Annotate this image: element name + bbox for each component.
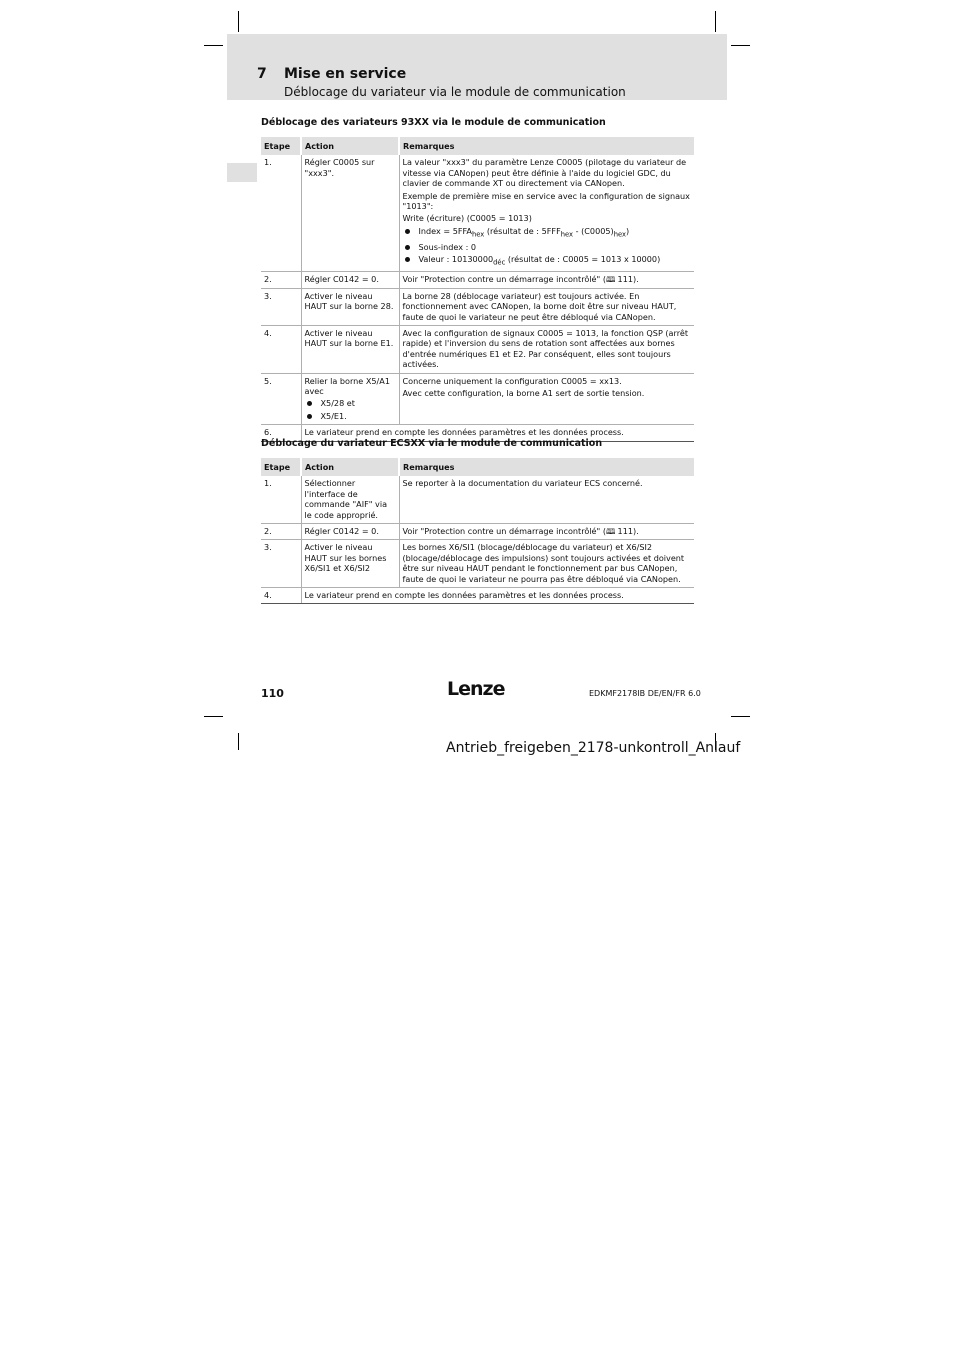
remarks-cell: Les bornes X6/SI1 (blocage/déblocage du variateur) et X6/SI2 (blocage/déblocage des impulsions) sont toujours activées et doivent être sur niveau HAUT pendant le fonctionnement par bus CANopen, faute de quoi le variateur ne pourra pas être débloqué via CANopen. — [399, 540, 694, 588]
section-title-ecsxx: Déblocage du variateur ECSXX via le module de communication — [261, 438, 603, 449]
remark-text: La valeur "xxx3" du paramètre Lenze C0005 (pilotage du variateur de vitesse via CANopen) peut être définie à l'aide du logiciel GDC, du clavier de commande XT ou directement via CANopen. — [402, 157, 687, 189]
crop-mark — [238, 11, 239, 32]
remarks-cell: Voir "Protection contre un démarrage incontrôlé" (🕮 111). — [399, 272, 694, 288]
table-row — [261, 272, 694, 288]
step-cell: 4. — [261, 588, 301, 604]
step-cell: 6. — [261, 425, 301, 441]
action-cell: Régler C0142 = 0. — [301, 524, 399, 540]
step-cell: 2. — [261, 272, 301, 288]
merged-cell: Le variateur prend en compte les données paramètres et les données process. — [301, 425, 694, 441]
remarks-cell: Voir "Protection contre un démarrage incontrôlé" (🕮 111). — [399, 524, 694, 540]
bullet-icon — [307, 414, 312, 419]
crop-mark — [731, 45, 750, 46]
remark-text: Exemple de première mise en service avec la configuration de signaux "1013": — [402, 190, 690, 212]
merged-cell: Le variateur prend en compte les données paramètres et les données process. — [301, 588, 694, 604]
step-cell: 3. — [261, 540, 301, 588]
step-cell: 1. — [261, 155, 301, 271]
lenze-logo: Lenze — [447, 678, 505, 700]
table-row — [261, 588, 694, 604]
action-cell: Régler C0142 = 0. — [301, 272, 399, 288]
bullet-item: X5/E1. — [305, 411, 396, 421]
crop-mark — [204, 45, 223, 46]
side-tab-marker — [227, 163, 257, 182]
action-cell: Activer le niveau HAUT sur les bornes X6/SI1 et X6/SI2 — [301, 540, 399, 588]
table-header-row — [261, 458, 694, 476]
section-title-93xx: Déblocage des variateurs 93XX via le module de communication — [261, 117, 606, 128]
header-action: Action — [301, 137, 399, 155]
remarks-cell: La borne 28 (déblocage variateur) est toujours activée. En fonctionnement avec CANopen, la borne doit être sur niveau HAUT, faute de quoi le variateur ne peut être débloqué via CANopen. — [399, 288, 694, 325]
header-step: Etape — [261, 458, 301, 476]
bullet-item: X5/28 et — [305, 398, 396, 408]
action-cell: Activer le niveau HAUT sur la borne 28. — [301, 288, 399, 325]
page-number: 110 — [261, 687, 284, 700]
action-cell: Relier la borne X5/A1 avec X5/28 et X5/E1. — [301, 373, 399, 425]
book-icon: 🕮 — [605, 526, 616, 537]
table-row — [261, 373, 694, 425]
table-row — [261, 288, 694, 325]
chapter-number: 7 — [257, 66, 267, 82]
chapter-subtitle: Déblocage du variateur via le module de communication — [284, 85, 626, 99]
bullet-icon — [405, 245, 410, 250]
source-file-name: Antrieb_freigeben_2178-unkontroll_Anlauf — [446, 740, 741, 756]
step-cell: 2. — [261, 524, 301, 540]
bullet-item: Sous-index : 0 — [403, 242, 692, 252]
bullet-icon — [405, 229, 410, 234]
action-cell: Sélectionner l'interface de commande "AIF" via le code approprié. — [301, 476, 399, 523]
crop-mark — [715, 11, 716, 32]
table-row — [261, 540, 694, 588]
crop-mark — [204, 716, 223, 717]
header-action: Action — [301, 458, 399, 476]
table-header-row — [261, 137, 694, 155]
bullet-icon — [307, 401, 312, 406]
crop-mark — [238, 733, 239, 750]
document-reference: EDKMF2178IB DE/EN/FR 6.0 — [589, 689, 701, 698]
remark-text: Write (écriture) (C0005 = 1013) — [402, 213, 532, 224]
bullet-item: Index = $5FFA_{hex}$ (résultat de : $5FFF_{hex} - (C0005)_{hex}$) — [403, 226, 692, 240]
table-row — [261, 524, 694, 540]
step-cell: 5. — [261, 373, 301, 425]
remarks-cell: Avec la configuration de signaux C0005 = 1013, la fonction QSP (arrêt rapide) et l'inversion du sens de rotation sont affectées aux bornes d'entrée numériques E1 et E2. Par conséquent, elles sont toujours activées. — [399, 325, 694, 373]
book-icon: 🕮 — [605, 274, 616, 285]
step-cell: 3. — [261, 288, 301, 325]
bullet-item: Valeur : $10130000_{déc}$ (résultat de : C0005 = 1013 x 10000) — [403, 254, 692, 268]
remarks-cell: Concerne uniquement la configuration C0005 = xx13. Avec cette configuration, la borne A1 sert de sortie tension. — [399, 373, 694, 425]
bullet-icon — [405, 257, 410, 262]
remarks-cell — [399, 155, 694, 271]
table-93xx — [261, 137, 694, 442]
header-remarks: Remarques — [399, 137, 694, 155]
table-row — [261, 325, 694, 373]
action-cell: Activer le niveau HAUT sur la borne E1. — [301, 325, 399, 373]
table-ecsxx — [261, 458, 694, 604]
step-cell: 4. — [261, 325, 301, 373]
header-step: Etape — [261, 137, 301, 155]
crop-mark — [731, 716, 750, 717]
remarks-cell: Se reporter à la documentation du variateur ECS concerné. — [399, 476, 694, 523]
chapter-title: Mise en service — [284, 66, 407, 82]
table-row — [261, 476, 694, 523]
header-remarks: Remarques — [399, 458, 694, 476]
action-cell: Régler C0005 sur "xxx3". — [301, 155, 399, 271]
table-row — [261, 155, 694, 271]
step-cell: 1. — [261, 476, 301, 523]
